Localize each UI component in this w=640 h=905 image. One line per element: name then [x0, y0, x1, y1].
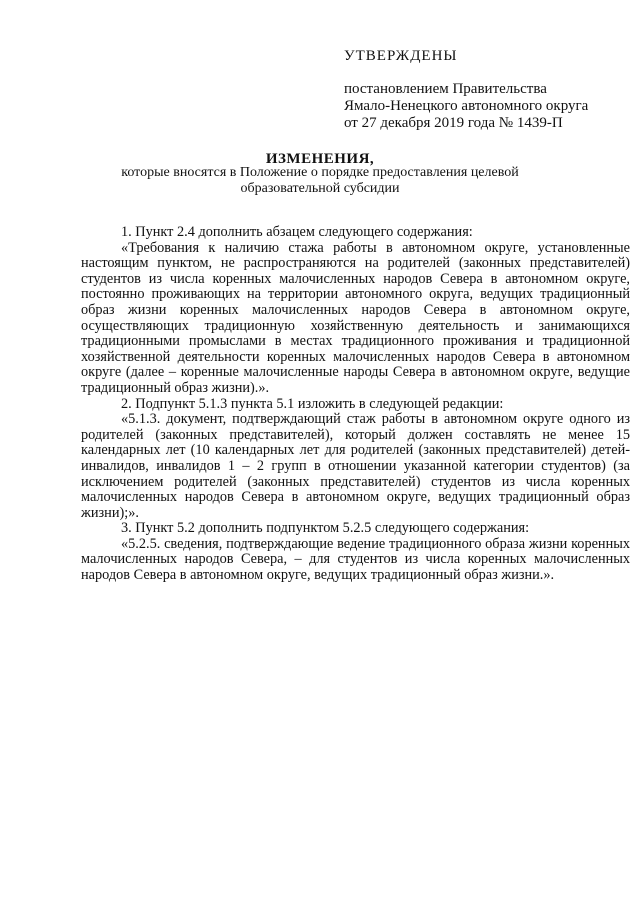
paragraph-6: «5.2.5. сведения, подтверждающие ведение традиционного образа жизни коренных малочисленных народов Севера, – для студентов из числа коренных малочисленных народов Севера в автономном округе, ведущих традиционный образ жизни.». — [81, 535, 630, 584]
paragraph-5: 3. Пункт 5.2 дополнить подпунктом 5.2.5 следующего содержания: — [121, 520, 530, 537]
paragraph-1: 1. Пункт 2.4 дополнить абзацем следующего содержания: — [121, 224, 473, 240]
paragraph-3: 2. Подпункт 5.1.3 пункта 5.1 изложить в следующей редакции: — [121, 395, 504, 412]
paragraph-4: «5.1.3. документ, подтверждающий стаж работы в автономном округе одного из родителей (законных представителей), который должен составлять не менее 15 календарных лет (10 календарных лет для родителей (законных представителей) детей-инвалидов, инвалидов 1 – 2 групп в отношении указанной категории студентов) (за исключением родителей (законных представителей) студентов из числа коренных малочисленных народов Севера в автономном округе, ведущих традиционный образ жизни);». — [81, 411, 630, 521]
paragraph-2: «Требования к наличию стажа работы в автономном округе, установленные настоящим пунктом, не распространяются на родителей (законных представителей) студентов из числа коренных малочисленных народов Севера в автономном округе, постоянно проживающих на территории автономного округа, ведущих традиционный образ жизни коренных малочисленных народов Севера в автономном округе, осуществляющих традиционную хозяйственную деятельность и занимающихся традиционными промыслами в местах традиционного проживания и традиционной хозяйственной деятельности коренных малочисленных народов Севера в автономном округе (далее – коренные малочисленные народы Севера в автономном округе, ведущие традиционный образ жизни).». — [81, 239, 630, 396]
document-title: ИЗМЕНЕНИЯ, — [265, 151, 375, 167]
document-body — [81, 225, 630, 584]
approval-block — [344, 48, 614, 132]
document-subtitle: которые вносятся в Положение о порядке предоставления целевой образовательной субсидии — [121, 165, 519, 196]
approval-line-2: Ямало-Ненецкого автономного округа — [344, 98, 589, 114]
approval-line-3: от 27 декабря 2019 года № 1439-П — [344, 115, 563, 131]
approval-line-1: постановлением Правительства — [344, 81, 547, 97]
approval-heading: УТВЕРЖДЕНЫ — [344, 48, 458, 64]
